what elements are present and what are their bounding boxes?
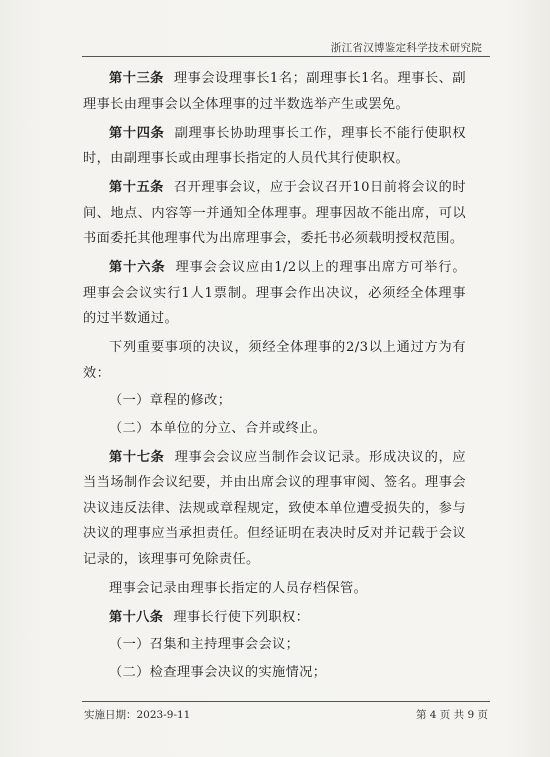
- paragraph-article-16: [83, 255, 466, 332]
- article-number: 第十六条: [109, 260, 166, 275]
- article-number: 第十五条: [109, 180, 164, 195]
- list-item: [83, 660, 466, 686]
- footer-divider: [82, 701, 490, 702]
- paragraph-text: （二）检查理事会决议的实施情况；: [109, 664, 327, 680]
- list-item: [83, 416, 466, 442]
- paragraph-text: 副理事长协助理事长工作，理事长不能行使职权时，由副理事长或由理事长指定的人员代其行使职权。: [83, 125, 466, 166]
- paragraph-article-13: [83, 66, 466, 117]
- paragraph-text: 理事长行使下列职权：: [173, 609, 310, 625]
- paragraph-text: 理事会记录由理事长指定的人员存档保管。: [109, 580, 368, 596]
- list-item: [83, 632, 466, 658]
- paragraph-text: 下列重要事项的决议，须经全体理事的2/3以上通过方为有效：: [83, 340, 466, 381]
- paragraph-text: 理事会设理事长1名；副理事长1名。理事长、副理事长由理事会以全体理事的过半数选举产生或罢免。: [83, 71, 466, 112]
- document-body: [83, 66, 466, 687]
- paragraph-text: （二）本单位的分立、合并或终止。: [109, 420, 327, 436]
- paragraph-major-matters: [83, 335, 466, 386]
- paragraph-text: 理事会会议应由1/2以上的理事出席方可举行。理事会会议实行1人1票制。理事会作出决议，必须经全体理事的过半数通过。: [83, 260, 466, 326]
- article-number: 第十三条: [109, 71, 164, 86]
- page-number: 第 4 页 共 9 页: [415, 709, 488, 721]
- article-number: 第十七条: [109, 449, 165, 465]
- paragraph-article-15: [83, 175, 466, 252]
- paragraph-records: [83, 576, 466, 602]
- paragraph-text: （一）召集和主持理事会会议；: [109, 637, 300, 652]
- paragraph-article-14: [83, 121, 466, 172]
- header-organization: 浙江省汉博鉴定科学技术研究院: [330, 42, 482, 54]
- article-number: 第十四条: [109, 125, 165, 141]
- paragraph-article-17: [83, 445, 466, 573]
- paragraph-article-18: [83, 605, 466, 631]
- effective-date: 实施日期：2023-9-11: [84, 709, 191, 721]
- header-divider: [82, 56, 490, 57]
- paragraph-text: 理事会会议应当制作会议记录。形成决议的，应当当场制作会议纪要，并由出席会议的理事审阅、签名。理事会决议违反法律、法规或章程规定，致使本单位遭受损失的，参与决议的理事应当承担责任。但经证明在表决时反对并记载于会议记录的，该理事可免除责任。: [83, 449, 466, 567]
- paragraph-text: （一）章程的修改；: [109, 393, 232, 408]
- article-number: 第十八条: [109, 609, 164, 625]
- list-item: [83, 388, 466, 414]
- paragraph-text: 召开理事会议，应于会议召开10日前将会议的时间、地点、内容等一并通知全体理事。理事因故不能出席，可以书面委托其他理事代为出席理事会，委托书必须载明授权范围。: [83, 180, 466, 246]
